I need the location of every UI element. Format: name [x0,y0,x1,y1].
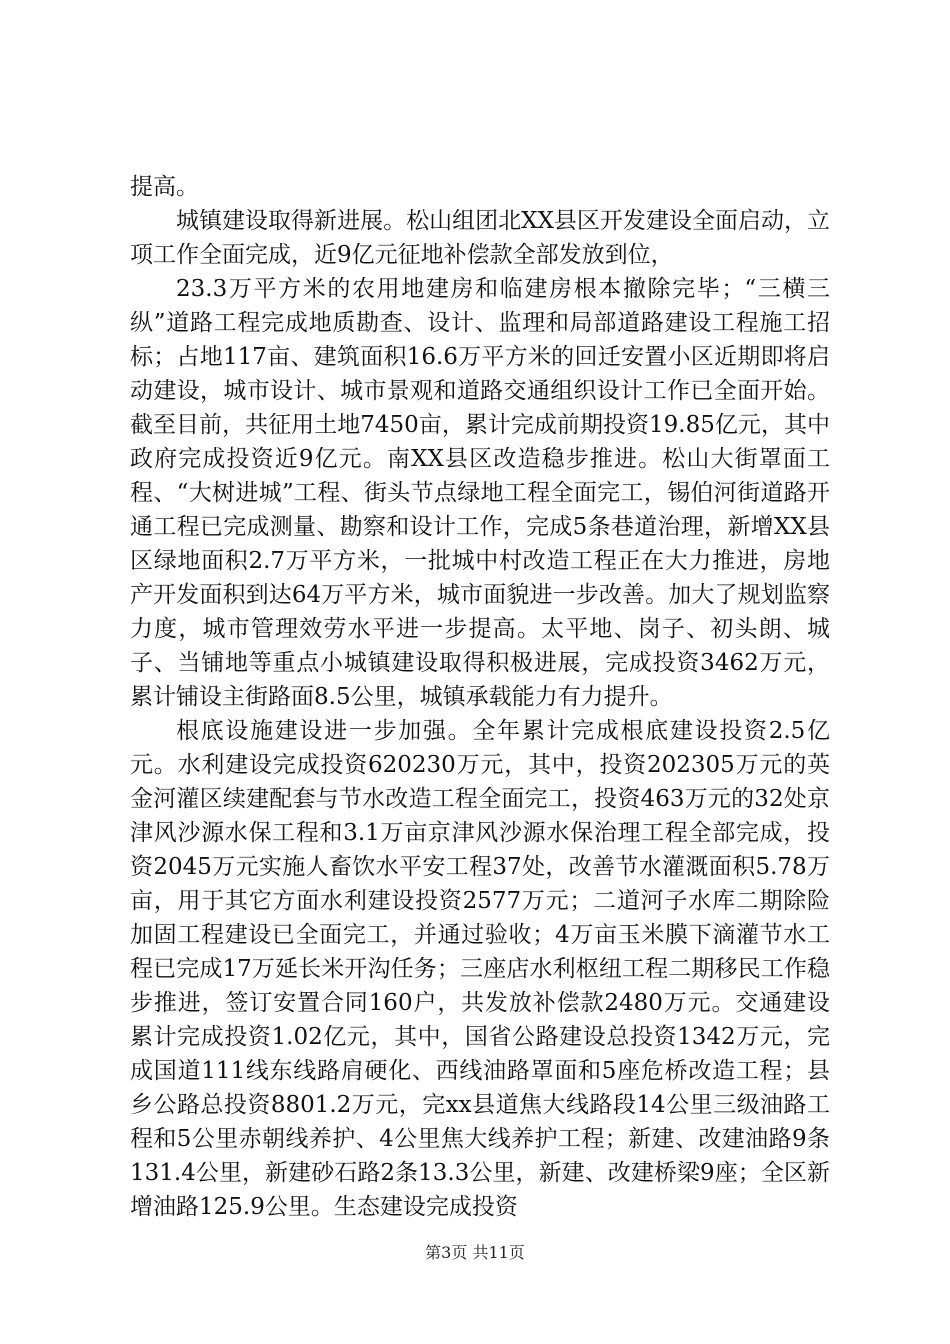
document-body [130,170,830,1224]
paragraph-continuation: 提高。 [130,174,199,200]
page-footer [0,1240,950,1263]
paragraph-urban-construction: 城镇建设取得新进展。松山组团北XX县区开发建设全面启动，立项工作全面完成，近9亿元征地补偿款全部发放到位， [130,208,830,268]
page-number: 第3页 共11页 [425,1243,525,1262]
paragraph-infrastructure: 根底设施建设进一步加强。全年累计完成根底建设投资2.5亿元。水利建设完成投资620230万元，其中，投资202305万元的英金河灌区续建配套与节水改造工程全面完工，投资463万元的32处京津风沙源水保工程和3.1万亩京津风沙源水保治理工程全部完成，投资2045万元实施人畜饮水平安工程37处，改善节水灌溉面积5.78万亩，用于其它方面水利建设投资2577万元；二道河子水库二期除险加固工程建设已全面完工，并通过验收；4万亩玉米膜下滴灌节水工程已完成17万延长米开沟任务；三座店水利枢纽工程二期移民工作稳步推进，签订安置合同160户，共发放补偿款2480万元。交通建设累计完成投资1.02亿元，其中，国省公路建设总投资1342万元，完成国道111线东线路肩硬化、西线油路罩面和5座危桥改造工程；县乡公路总投资8801.2万元，完xx县道焦大线路段14公里三级油路工程和5公里赤朝线养护、4公里焦大线养护工程；新建、改建油路9条131.4公里，新建砂石路2条13.3公里，新建、改建桥梁9座；全区新增油路125.9公里。生态建设完成投资 [130,718,830,1220]
paragraph-urban-details: 23.3万平方米的农用地建房和临建房根本撤除完毕；“三横三纵”道路工程完成地质勘查、设计、监理和局部道路建设工程施工招标；占地117亩、建筑面积16.6万平方米的回迁安置小区近期即将启动建设，城市设计、城市景观和道路交通组织设计工作已全面开始。截至目前，共征用土地7450亩，累计完成前期投资19.85亿元，其中政府完成投资近9亿元。南XX县区改造稳步推进。松山大街罩面工程、“大树进城”工程、街头节点绿地工程全面完工，锡伯河街道路开通工程已完成测量、勘察和设计工作，完成5条巷道治理，新增XX县区绿地面积2.7万平方米，一批城中村改造工程正在大力推进，房地产开发面积到达64万平方米，城市面貌进一步改善。加大了规划监察力度，城市管理效劳水平进一步提高。太平地、岗子、初头朗、城子、当铺地等重点小城镇建设取得积极进展，完成投资3462万元，累计铺设主街路面8.5公里，城镇承载能力有力提升。 [130,276,830,710]
